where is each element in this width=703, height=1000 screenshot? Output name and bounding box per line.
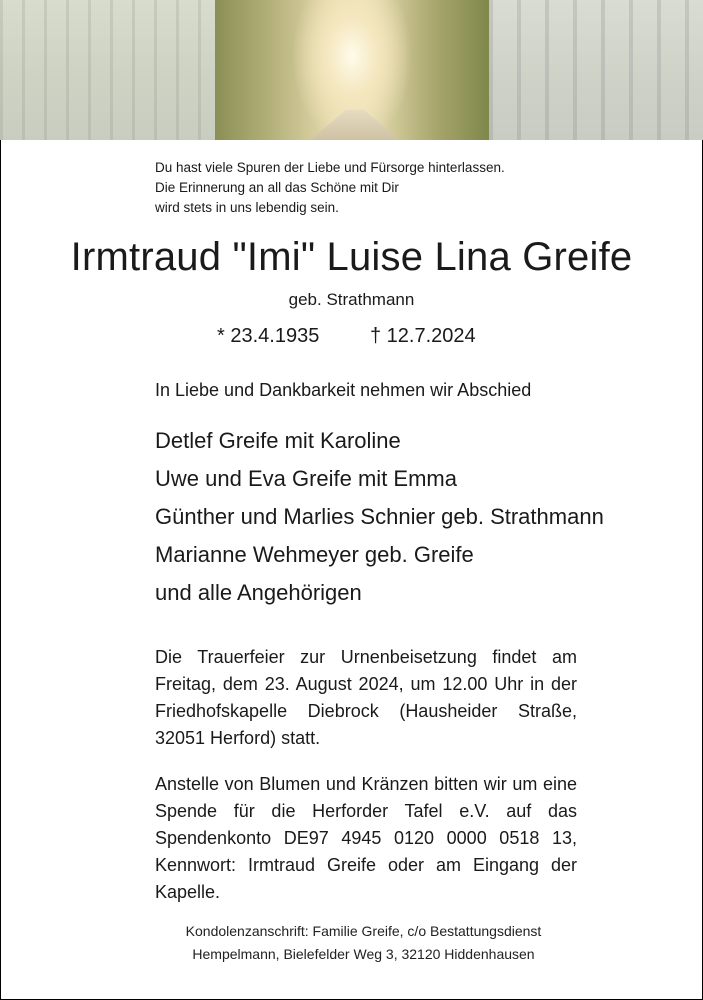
- forest-image-right: [489, 0, 703, 140]
- condolence-line: Kondolenzanschrift: Familie Greife, c/o Bestattungsdienst: [185, 923, 542, 939]
- mourner: Günther und Marlies Schnier geb. Strathmann: [155, 504, 604, 529]
- mourner: Marianne Wehmeyer geb. Greife: [155, 542, 474, 567]
- forest-image-left: [0, 0, 215, 140]
- farewell-intro: In Liebe und Dankbarkeit nehmen wir Abschied: [155, 380, 532, 400]
- ceremony-info: Die Trauerfeier zur Urnenbeisetzung findet am Freitag, dem 23. August 2024, um 12.00 Uhr in der Friedhofskapelle Diebrock (Hausheider Straße, 32051 Herford) statt.: [155, 647, 577, 748]
- poem-line: wird stets in uns lebendig sein.: [155, 200, 339, 215]
- poem-line: Die Erinnerung an all das Schöne mit Dir: [155, 180, 399, 195]
- mourner: Detlef Greife mit Karoline: [155, 428, 401, 453]
- death-date: † 12.7.2024: [370, 325, 476, 347]
- memorial-poem: [155, 158, 505, 218]
- donation-info: Anstelle von Blumen und Kränzen bitten wir um eine Spende für die Herforder Tafel e.V. auf das Spendenkonto DE97 4945 0120 0000 0518 13, Kennwort: Irmtraud Greife oder am Eingang der Kapelle.: [155, 774, 577, 902]
- poem-line: Du hast viele Spuren der Liebe und Fürsorge hinterlassen.: [155, 160, 505, 175]
- condolence-line: Hempelmann, Bielefelder Weg 3, 32120 Hiddenhausen: [192, 946, 535, 962]
- birth-name: geb. Strathmann: [288, 290, 415, 309]
- birth-date: * 23.4.1935: [217, 325, 320, 347]
- forest-banner-image: [0, 0, 703, 140]
- condolence-address: [0, 920, 703, 966]
- mourner: Uwe und Eva Greife mit Emma: [155, 466, 457, 491]
- forest-road: [310, 110, 400, 140]
- forest-path-image: [215, 0, 489, 140]
- mourner: und alle Angehörigen: [155, 580, 362, 605]
- deceased-name: Irmtraud "Imi" Luise Lina Greife: [70, 235, 633, 279]
- mourners-list: [155, 422, 604, 612]
